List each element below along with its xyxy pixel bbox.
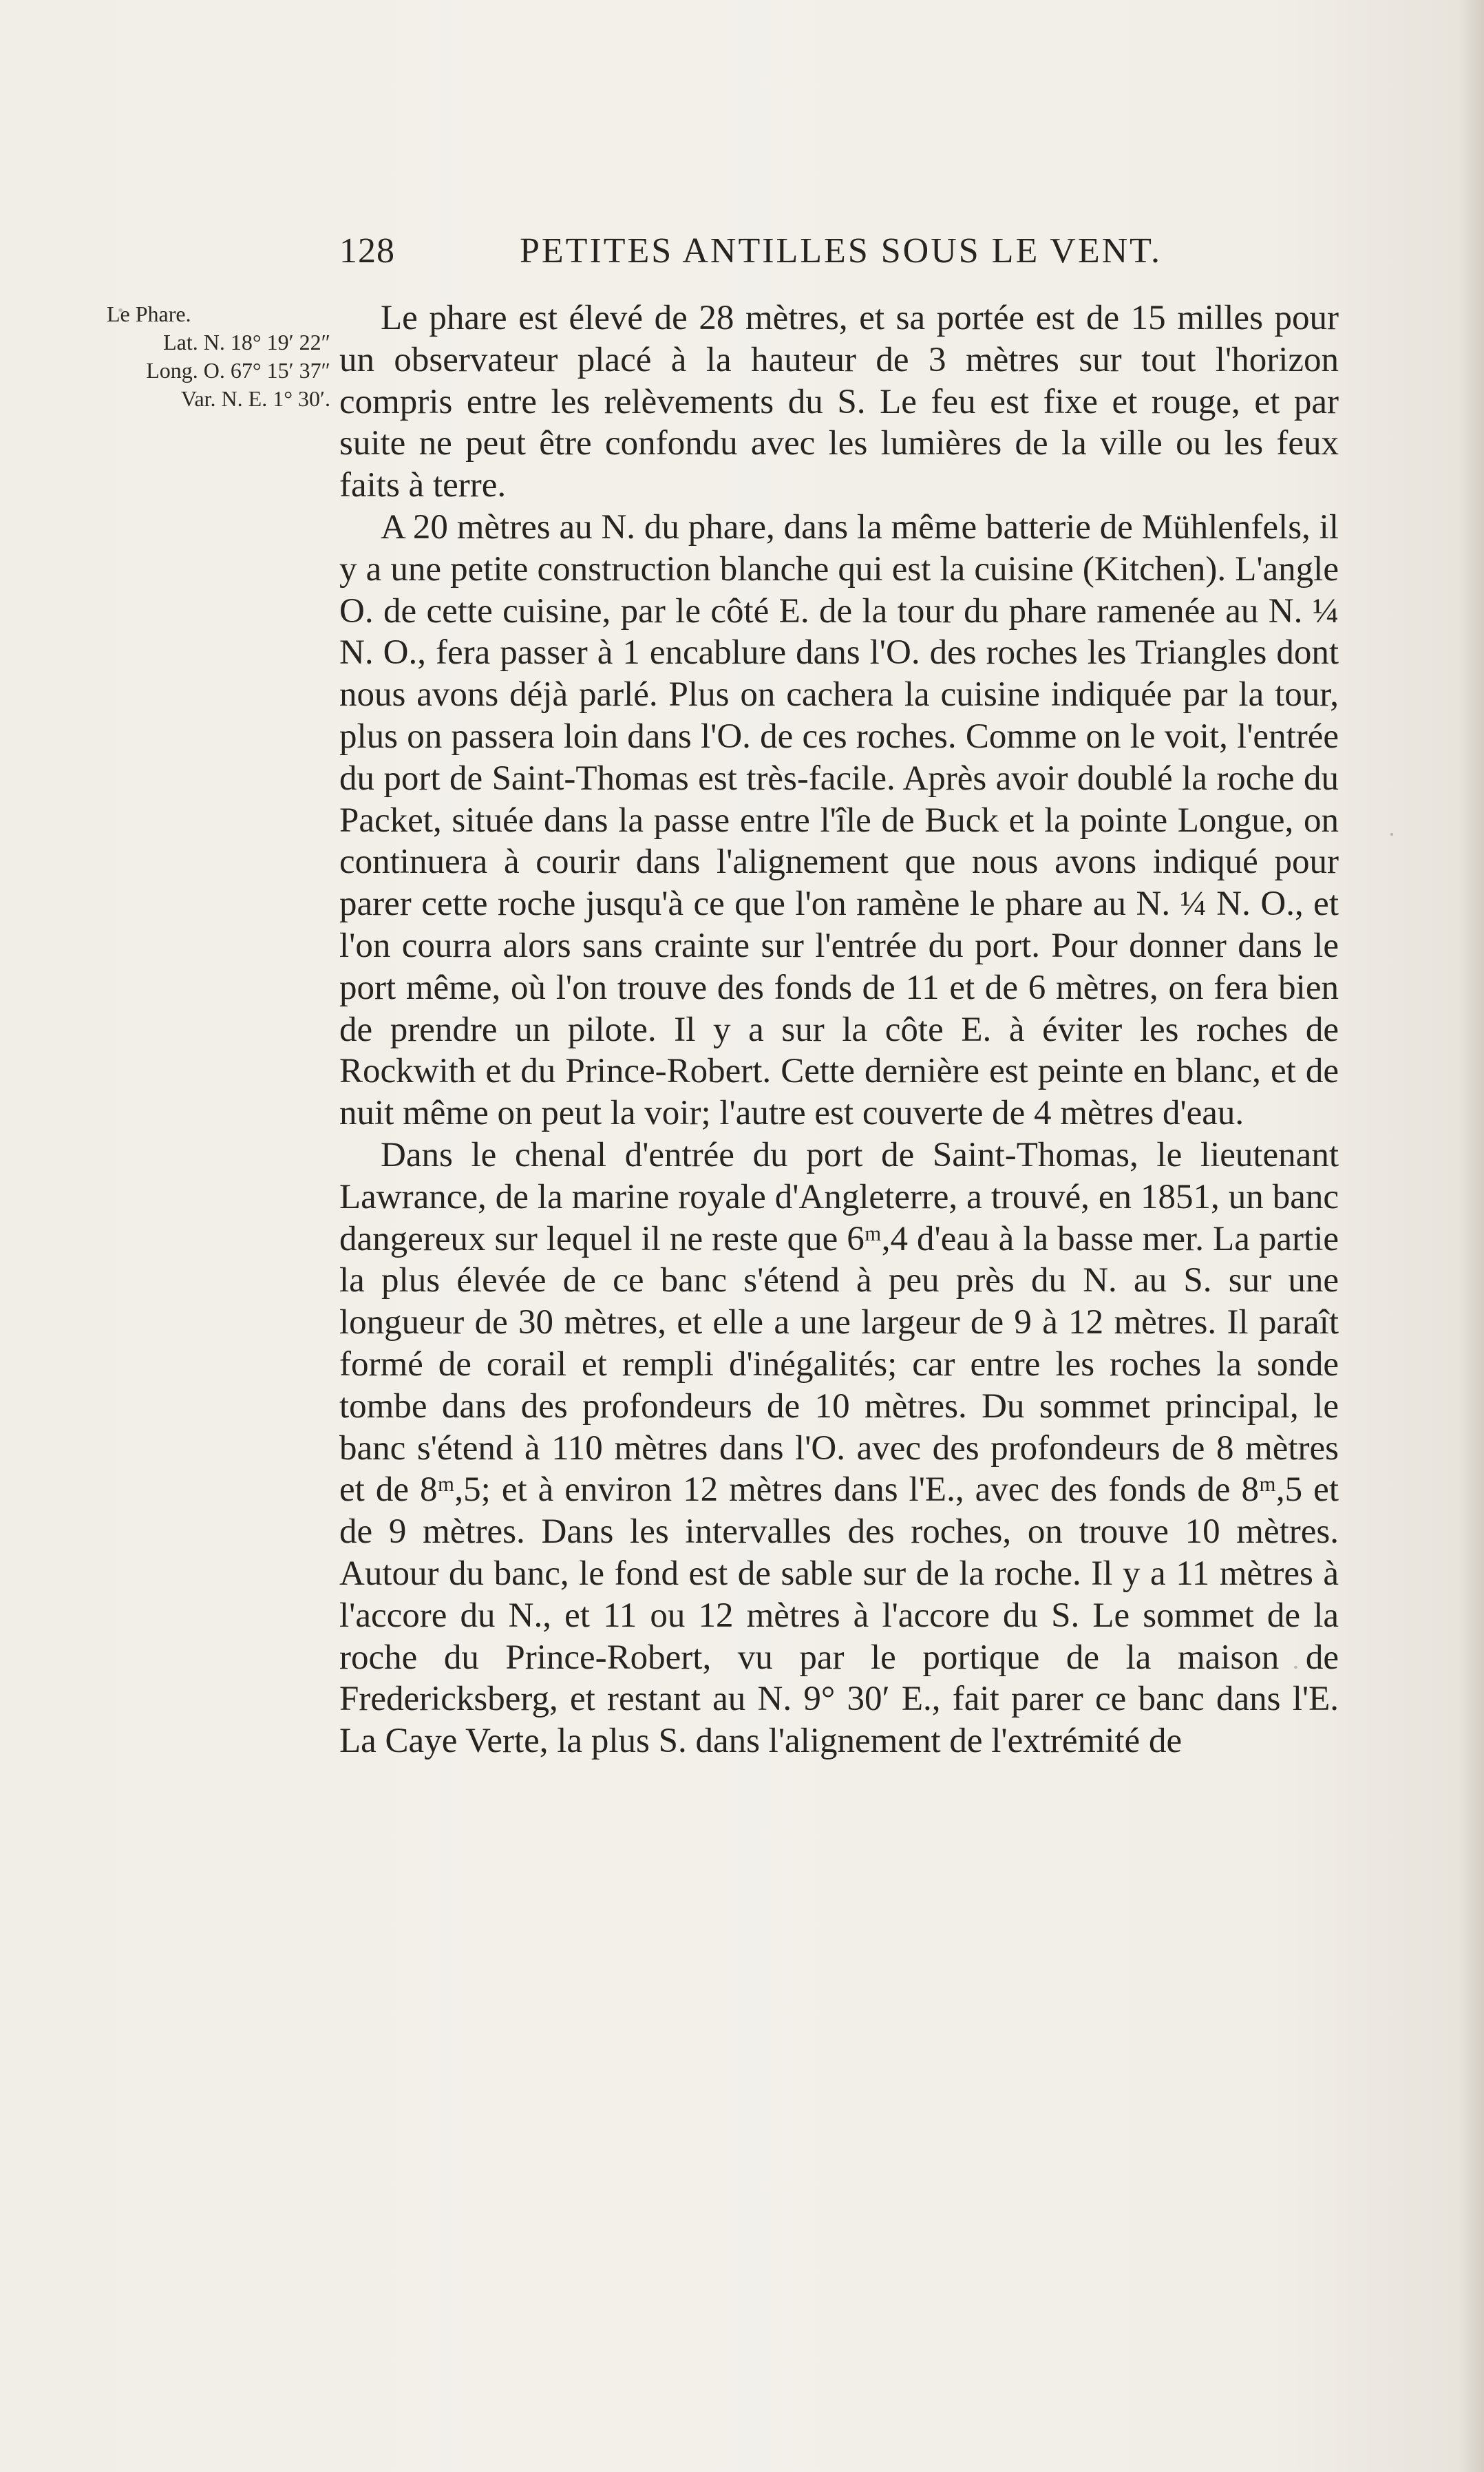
paper-speck: [1294, 1666, 1297, 1669]
margin-note-title: Le Phare.: [107, 302, 191, 326]
running-title: PETITES ANTILLES SOUS LE VENT.: [520, 231, 1163, 271]
page-header: [339, 231, 1339, 279]
page-number: 128: [339, 231, 395, 271]
paper-speck: [1390, 833, 1393, 836]
body-text: [339, 297, 1339, 1762]
margin-note: [93, 300, 330, 413]
paragraph-dangerous-bank: Dans le chenal d'entrée du port de Saint-Thomas, le lieutenant Lawrance, de la marine royale d'Angleterre, a trouvé, en 1851, un banc dangereux sur lequel il ne reste que 6ᵐ,4 d'eau à la basse mer. La partie la plus élevée de ce banc s'étend à peu près du N. au S. sur une longueur de 30 mètres, et elle a une largeur de 9 à 12 mètres. Il paraît formé de corail et rempli d'inégalités; car entre les roches la sonde tombe dans des profondeurs de 10 mètres. Du sommet principal, le banc s'étend à 110 mètres dans l'O. avec des profondeurs de 8 mètres et de 8ᵐ,5; et à environ 12 mètres dans l'E., avec des fonds de 8ᵐ,5 et de 9 mètres. Dans les intervalles des roches, on trouve 10 mètres. Autour du banc, le fond est de sable sur de la roche. Il y a 11 mètres à l'accore du N., et 11 ou 12 mètres à l'accore du S. Le sommet de la roche du Prince-Robert, vu par le portique de la maison de Fredericksberg, et restant au N. 9° 30′ E., fait parer ce banc dans l'E. La Caye Verte, la plus S. dans l'alignement de l'extrémité de: [339, 1135, 1339, 1761]
margin-note-latitude: Lat. N. 18° 19′ 22″: [163, 330, 330, 355]
margin-note-variation: Var. N. E. 1° 30′.: [180, 386, 330, 411]
paragraph-kitchen-alignment: A 20 mètres au N. du phare, dans la même batterie de Mühlenfels, il y a une petite construction blanche qui est la cuisine (Kitchen). L'angle O. de cette cuisine, par le côté E. de la tour du phare ramenée au N. ¼ N. O., fera passer à 1 encablure dans l'O. des roches les Triangles dont nous avons déjà parlé. Plus on cachera la cuisine indiquée par la tour, plus on passera loin dans l'O. de ces roches. Comme on le voit, l'entrée du port de Saint-Thomas est très-facile. Après avoir doublé la roche du Packet, située dans la passe entre l'île de Buck et la pointe Longue, on continuera à courir dans l'alignement que nous avons indiqué pour parer cette roche jusqu'à ce que l'on ramène le phare au N. ¼ N. O., et l'on courra alors sans crainte sur l'entrée du port. Pour donner dans le port même, où l'on trouve des fonds de 11 et de 6 mètres, on fera bien de prendre un pilote. Il y a sur la côte E. à éviter les roches de Rockwith et du Prince-Robert. Cette dernière est peinte en blanc, et de nuit même on peut la voir; l'autre est couverte de 4 mètres d'eau.: [339, 507, 1339, 1133]
paragraph-lighthouse: Le phare est élevé de 28 mètres, et sa portée est de 15 milles pour un observateur placé à la hauteur de 3 mètres sur tout l'horizon compris entre les relèvements du S. Le feu est fixe et rouge, et par suite ne peut être confondu avec les lumières de la ville ou les feux faits à terre.: [339, 299, 1339, 505]
page-edge-shadow: [1458, 0, 1484, 2472]
paper-speck: [118, 308, 123, 312]
margin-note-longitude: Long. O. 67° 15′ 37″: [146, 358, 330, 383]
